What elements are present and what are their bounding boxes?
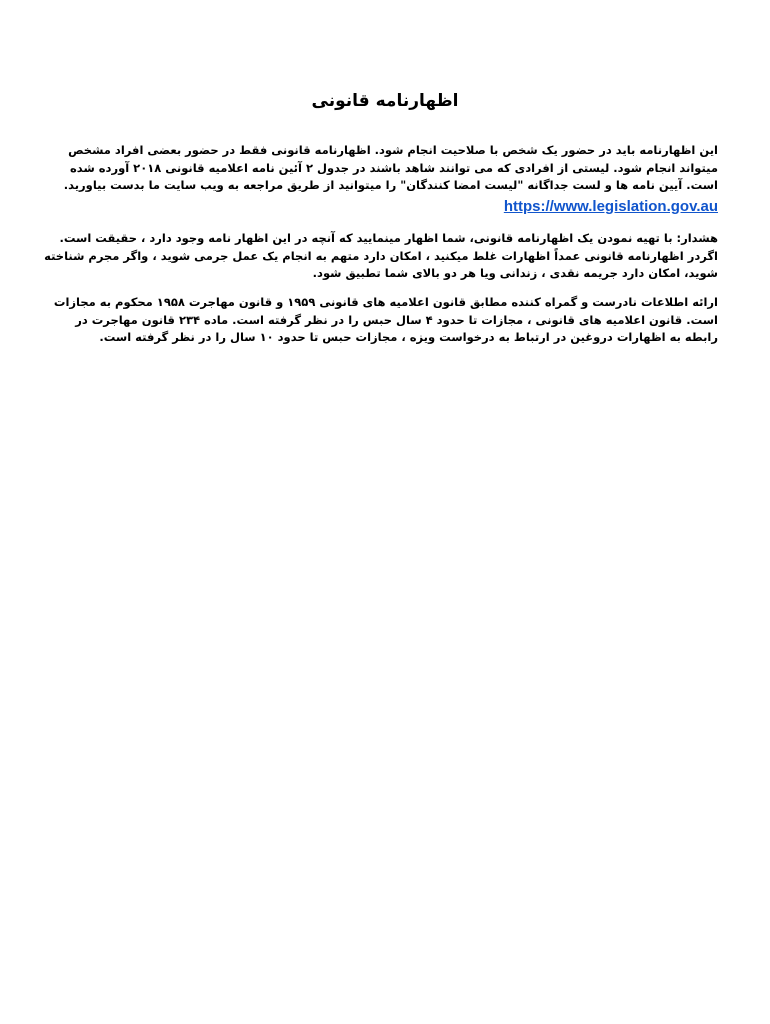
paragraph-line: این اظهارنامه باید در حضور یک شخص با صلاحیت انجام شود. اظهارنامه قانونی فقط در حضور بعضی افراد مشخص xyxy=(68,143,718,157)
paragraph-line: میتواند انجام شود. لیستی از افرادی که می توانند شاهد باشند در جدول ۲ آئین نامه اعلامیه قانونی ۲۰۱۸ آورده شده xyxy=(70,160,718,175)
paragraph-line: رابطه به اظهارات دروغین در ارتباط به درخواست ویزه ، مجازات حبس تا حدود ۱۰ سال را در نظر گرفته است. xyxy=(99,330,718,344)
paragraph-line: شوید، امکان دارد جریمه نقدی ، زندانی ویا هر دو بالای شما تطبیق شود. xyxy=(312,266,718,280)
paragraph-line: ارائه اطلاعات نادرست و گمراه کننده مطابق قانون اعلامیه های قانونی ۱۹۵۹ و قانون مهاجرت ۱۹۵۸ محکوم به مجازات xyxy=(53,295,718,309)
legislation-link[interactable]: https://www.legislation.gov.au xyxy=(503,197,718,215)
paragraph-warning xyxy=(44,230,718,283)
paragraph-witness-requirements xyxy=(63,142,718,218)
paragraph-line: اگردر اظهارنامه قانونی عمداً اظهارات غلط میکنید ، امکان دارد متهم به انجام یک عمل جرمی شوید ، واگر مجرم شناخته xyxy=(44,248,718,263)
paragraph-penalties xyxy=(53,294,718,347)
page-title: اظهارنامه قانونی xyxy=(311,91,459,111)
paragraph-line: است. قانون اعلامیه های قانونی ، مجازات تا حدود ۴ سال حبس را در نظر گرفته است. ماده ۲۳۴ قانون مهاجرت در xyxy=(75,312,718,327)
paragraph-line: هشدار: با تهیه نمودن یک اظهارنامه قانونی، شما اظهار مینمایید که آنچه در این اظهار نامه وجود دارد ، حقیقت است. xyxy=(59,231,718,245)
paragraph-line: است. آیین نامه ها و لست جداگانه "لیست امضا کنندگان" را میتوانید از طریق مراجعه به ویب سایت ما بدست بیاورید. xyxy=(63,178,718,192)
